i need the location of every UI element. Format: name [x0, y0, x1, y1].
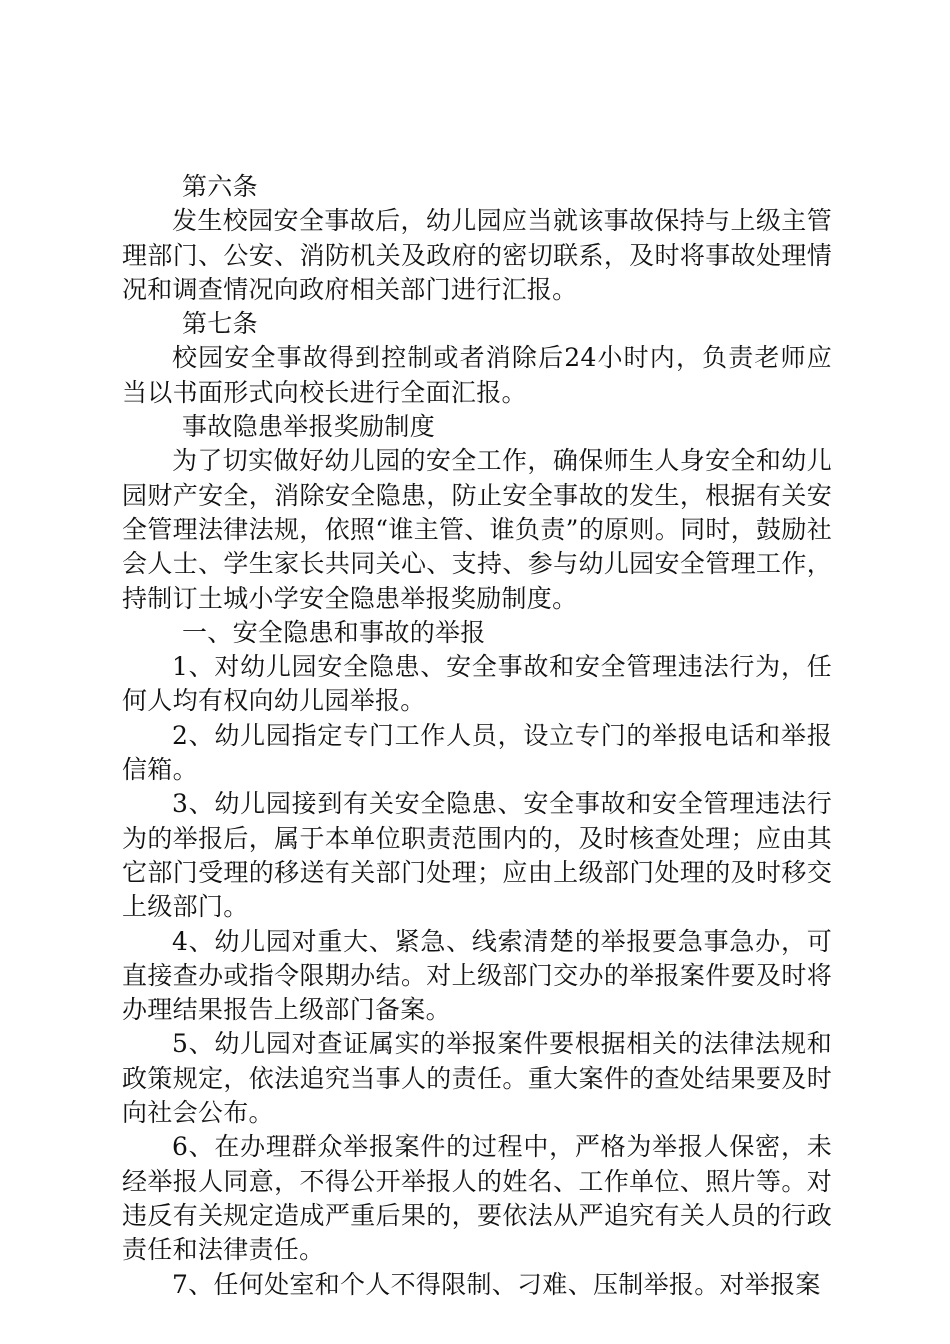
article-7-heading: 第七条: [182, 309, 258, 339]
document-body: [122, 170, 832, 1302]
article-6-heading: 第六条: [182, 172, 258, 201]
section-1-heading: 一、安全隐患和事故的举报: [182, 617, 486, 647]
item-1: 1、对幼儿园安全隐患、安全事故和安全管理违法行为，任何人均有权向幼儿园举报。: [122, 652, 832, 716]
article-7-text: 校园安全事故得到控制或者消除后24小时内，负责老师应当以书面形式向校长进行全面汇报。: [122, 343, 832, 407]
item-7: 7、任何处室和个人不得限制、刁难、压制举报。对举报案: [172, 1269, 821, 1299]
item-4: 4、幼儿园对重大、紧急、线索清楚的举报要急事急办，可直接查办或指令限期办结。对上级部门交办的举报案件要及时将办理结果报告上级部门备案。: [122, 926, 832, 1025]
item-6: 6、在办理群众举报案件的过程中，严格为举报人保密，未经举报人同意，不得公开举报人的姓名、工作单位、照片等。对违反有关规定造成严重后果的，要依法从严追究有关人员的行政责任和法律责任。: [122, 1132, 832, 1265]
reward-system-intro: 为了切实做好幼儿园的安全工作，确保师生人身安全和幼儿园财产安全，消除安全隐患，防止安全事故的发生，根据有关安全管理法律法规，依照“谁主管、谁负责”的原则。同时，鼓励社会人士、学生家长共同关心、支持、参与幼儿园安全管理工作，持制订土城小学安全隐患举报奖励制度。: [122, 446, 832, 613]
reward-system-title: 事故隐患举报奖励制度: [182, 412, 436, 442]
item-5: 5、幼儿园对查证属实的举报案件要根据相关的法律法规和政策规定，依法追究当事人的责任。重大案件的查处结果要及时向社会公布。: [122, 1029, 832, 1128]
article-6-text: 发生校园安全事故后，幼儿园应当就该事故保持与上级主管理部门、公安、消防机关及政府的密切联系，及时将事故处理情况和调查情况向政府相关部门进行汇报。: [122, 206, 832, 304]
item-2: 2、幼儿园指定专门工作人员，设立专门的举报电话和举报信箱。: [122, 720, 832, 785]
item-3: 3、幼儿园接到有关安全隐患、安全事故和安全管理违法行为的举报后，属于本单位职责范围内的，及时核查处理；应由其它部门受理的移送有关部门处理；应由上级部门处理的及时移交上级部门。: [122, 789, 832, 922]
